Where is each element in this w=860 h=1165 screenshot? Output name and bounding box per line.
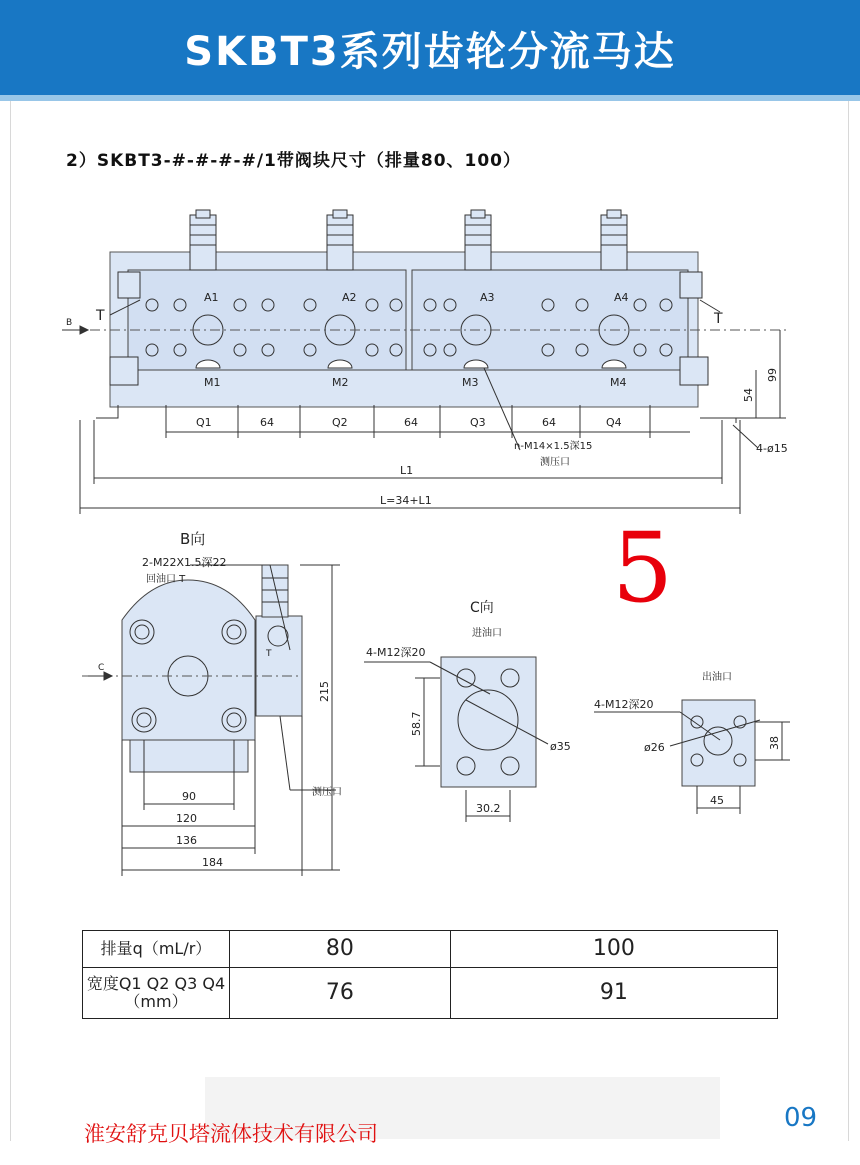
thread-note: n-M14×1.5深15 bbox=[514, 441, 593, 452]
gauge-label-front: 测压口 bbox=[540, 457, 570, 468]
c-view-dia: ø35 bbox=[550, 740, 571, 753]
c-view bbox=[364, 657, 548, 822]
dim-90: 90 bbox=[182, 790, 196, 803]
port-m4-label: M4 bbox=[610, 376, 627, 389]
port-m2-label: M2 bbox=[332, 376, 349, 389]
width-64-c: 64 bbox=[542, 416, 556, 429]
b-view-thread: 2-M22X1.5深22 bbox=[142, 556, 227, 569]
dim-136: 136 bbox=[176, 834, 197, 847]
port-a1-label: A1 bbox=[204, 291, 219, 304]
table-cell: 91 bbox=[450, 967, 777, 1018]
c-view-thread: 4-M12深20 bbox=[366, 646, 426, 659]
width-q3: Q3 bbox=[470, 416, 486, 429]
dim-l: L=34+L1 bbox=[380, 494, 432, 507]
port-m1-label: M1 bbox=[204, 376, 221, 389]
c-view-dim-h: 58.7 bbox=[410, 711, 423, 736]
spec-table bbox=[82, 930, 778, 1019]
table-cell: 100 bbox=[450, 931, 777, 968]
width-q1: Q1 bbox=[196, 416, 212, 429]
outlet-view bbox=[594, 700, 790, 814]
return-port-label: 回油口 T bbox=[146, 574, 186, 585]
gauge-label-side: 测压口 bbox=[312, 787, 342, 798]
port-a4-label: A4 bbox=[614, 291, 629, 304]
page-title: SKBT3系列齿轮分流马达 bbox=[184, 29, 676, 75]
front-view bbox=[62, 210, 790, 514]
port-t-left-label: T bbox=[96, 308, 105, 324]
dim-184: 184 bbox=[202, 856, 223, 869]
c-view-title: C向 bbox=[470, 600, 494, 616]
arrow-c-label: C bbox=[98, 663, 105, 673]
arrow-b-label: B bbox=[66, 318, 73, 328]
c-view-dim-w: 30.2 bbox=[476, 802, 501, 815]
out-view-thread: 4-M12深20 bbox=[594, 698, 654, 711]
dim-54: 54 bbox=[742, 388, 755, 402]
table-header-displacement: 排量q（mL/r） bbox=[83, 931, 230, 968]
table-header-width: 宽度Q1 Q2 Q3 Q4 （mm） bbox=[83, 967, 230, 1018]
port-m3-label: M3 bbox=[462, 376, 479, 389]
section-title: 2）SKBT3-#-#-#-#/1带阀块尺寸（排量80、100） bbox=[66, 151, 522, 171]
b-view-t-mark: T bbox=[266, 649, 272, 659]
width-64-b: 64 bbox=[404, 416, 418, 429]
holes-label: 4-ø15 bbox=[756, 442, 788, 455]
out-view-dia: ø26 bbox=[644, 741, 665, 754]
figure-number: 5 bbox=[612, 512, 674, 624]
table-row bbox=[83, 931, 778, 968]
width-q2: Q2 bbox=[332, 416, 348, 429]
table-cell: 80 bbox=[230, 931, 451, 968]
dim-99: 99 bbox=[766, 368, 779, 382]
c-view-port: 进油口 bbox=[472, 628, 502, 639]
out-view-port: 出油口 bbox=[702, 672, 732, 683]
dim-215: 215 bbox=[318, 681, 331, 702]
table-row bbox=[83, 967, 778, 1018]
dim-120: 120 bbox=[176, 812, 197, 825]
b-view-title: B向 bbox=[180, 530, 206, 548]
table-cell: 76 bbox=[230, 967, 451, 1018]
port-t-right-label: T bbox=[714, 311, 723, 327]
page-number: 09 bbox=[784, 1103, 818, 1133]
b-view bbox=[82, 565, 340, 876]
width-q4: Q4 bbox=[606, 416, 622, 429]
width-64-a: 64 bbox=[260, 416, 274, 429]
out-view-dim-w: 45 bbox=[710, 794, 724, 807]
out-view-dim-h: 38 bbox=[768, 736, 781, 750]
company-name: 淮安舒克贝塔流体技术有限公司 bbox=[84, 1122, 378, 1146]
port-a3-label: A3 bbox=[480, 291, 495, 304]
dim-l1: L1 bbox=[400, 464, 414, 477]
port-a2-label: A2 bbox=[342, 291, 357, 304]
